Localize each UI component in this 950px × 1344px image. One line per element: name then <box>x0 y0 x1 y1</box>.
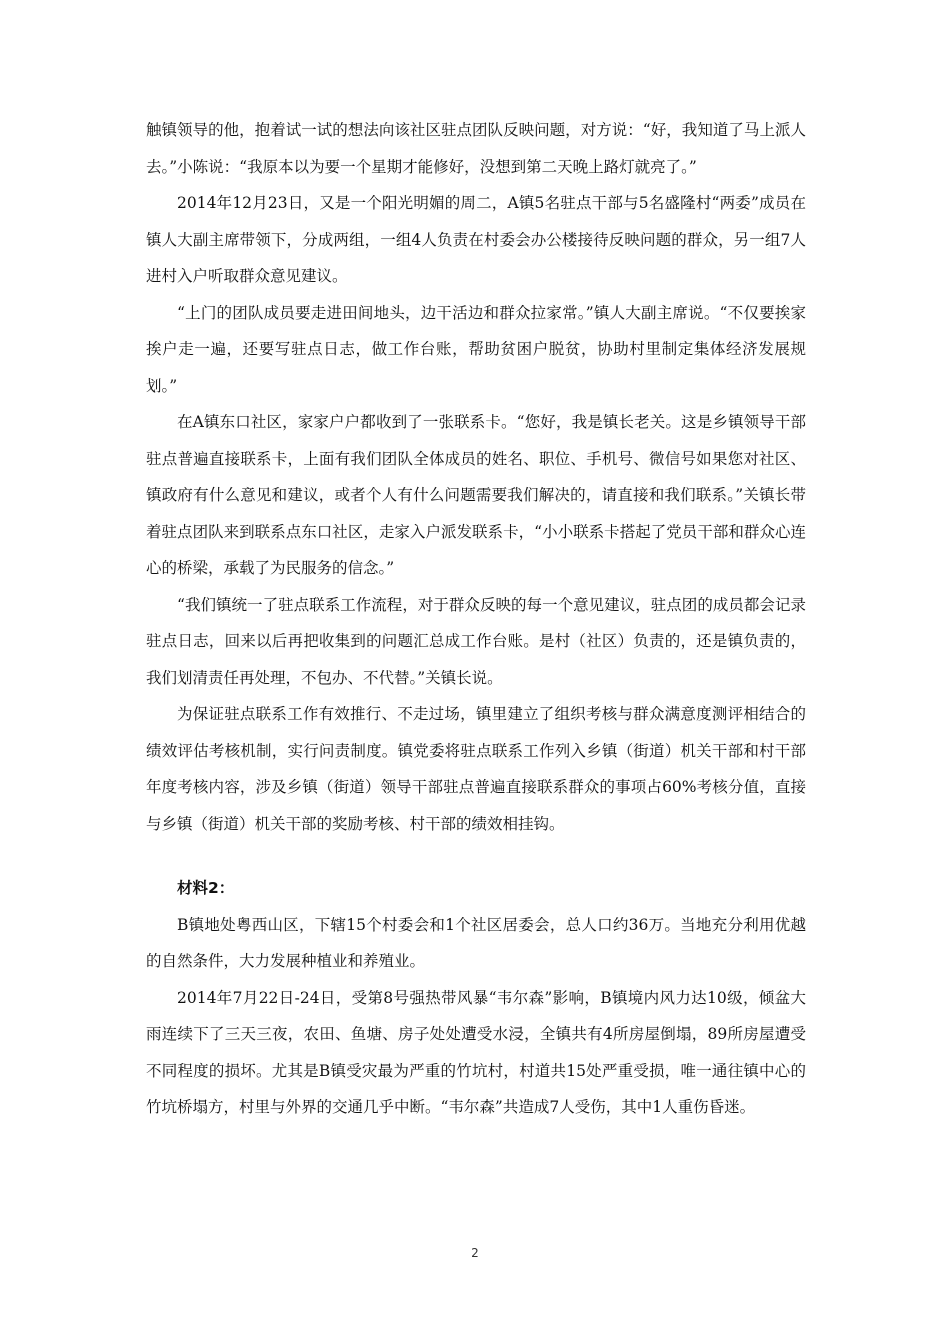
paragraph-visit-date: 2014年12月23日，又是一个阳光明媚的周二，A镇5名驻点干部与5名盛隆村“两委”成员在镇人大副主席带领下，分成两组，一组4人负责在村委会办公楼接待反映问题的群众，另一组7人进村入户听取群众意见建议。 <box>146 194 806 285</box>
paragraph-town-b-intro: B镇地处粤西山区，下辖15个村委会和1个社区居委会，总人口约36万。当地充分利用优越的自然条件，大力发展种植业和养殖业。 <box>146 915 806 970</box>
paragraph-assessment: 为保证驻点联系工作有效推行、不走过场，镇里建立了组织考核与群众满意度测评相结合的绩效评估考核机制，实行问责制度。镇党委将驻点联系工作列入乡镇（街道）机关干部和村干部年度考核内容，涉及乡镇（街道）领导干部驻点普遍直接联系群众的事项占60%考核分值，直接与乡镇（街道）机关干部的奖励考核、村干部的绩效相挂钩。 <box>146 705 806 833</box>
section-heading-material-2: 材料2： <box>177 879 235 897</box>
document-body <box>146 112 806 1126</box>
paragraph-continuation: 触镇领导的他，抱着试一试的想法向该社区驻点团队反映问题，对方说：“好，我知道了马上派人去。”小陈说：“我原本以为要一个星期才能修好，没想到第二天晚上路灯就亮了。” <box>146 121 806 176</box>
paragraph-contact-card: 在A镇东口社区，家家户户都收到了一张联系卡。“您好，我是镇长老关。这是乡镇领导干部驻点普遍直接联系卡，上面有我们团队全体成员的姓名、职位、手机号、微信号如果您对社区、镇政府有什么意见和建议，或者个人有什么问题需要我们解决的，请直接和我们联系。”关镇长带着驻点团队来到联系点东口社区，走家入户派发联系卡，“小小联系卡搭起了党员干部和群众心连心的桥梁，承载了为民服务的信念。” <box>146 413 806 577</box>
paragraph-workflow: “我们镇统一了驻点联系工作流程，对于群众反映的每一个意见建议，驻点团的成员都会记录驻点日志，回来以后再把收集到的问题汇总成工作台账。是村（社区）负责的，还是镇负责的，我们划清责任再处理，不包办、不代替。”关镇长说。 <box>146 595 806 687</box>
page-number: 2 <box>471 1246 479 1260</box>
paragraph-typhoon-damage: 2014年7月22日-24日，受第8号强热带风暴“韦尔森”影响，B镇境内风力达10级，倾盆大雨连续下了三天三夜，农田、鱼塘、房子处处遭受水浸，全镇共有4所房屋倒塌，89所房屋遭受不同程度的损坏。尤其是B镇受灾最为严重的竹坑村，村道共15处严重受损，唯一通往镇中心的竹坑桥塌方，村里与外界的交通几乎中断。“韦尔森”共造成7人受伤，其中1人重伤昏迷。 <box>146 988 806 1116</box>
paragraph-team-duties: “上门的团队成员要走进田间地头，边干活边和群众拉家常。”镇人大副主席说。“不仅要挨家挨户走一遍，还要写驻点日志，做工作台账，帮助贫困户脱贫，协助村里制定集体经济发展规划。” <box>146 303 806 395</box>
